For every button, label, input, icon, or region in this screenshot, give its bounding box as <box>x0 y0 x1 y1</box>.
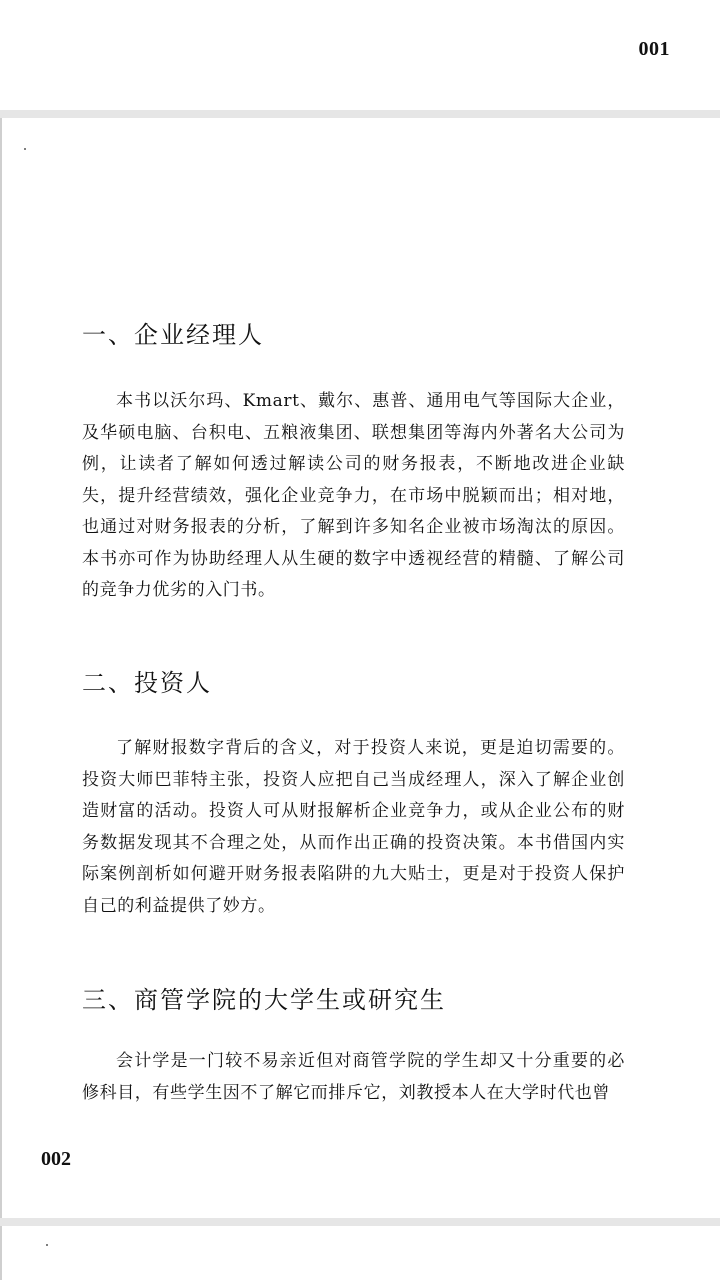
page-002 <box>0 118 720 1218</box>
section-paragraph-investors: 了解财报数字背后的含义，对于投资人来说，更是迫切需要的。投资大师巴菲特主张，投资人应把自己当成经理人，深入了解企业创造财富的活动。投资人可从财报解析企业竞争力，或从企业公布的财务数据发现其不合理之处，从而作出正确的投资决策。本书借国内实际案例剖析如何避开财务报表陷阱的九大贴士，更是对于投资人保护自己的利益提供了妙方。 <box>82 738 625 916</box>
section-paragraph-managers: 本书以沃尔玛、Kmart、戴尔、惠普、通用电气等国际大企业，及华硕电脑、台积电、五粮液集团、联想集团等海内外著名大公司为例，让读者了解如何透过解读公司的财务报表，不断地改进企业缺失，提升经营绩效，强化企业竞争力，在市场中脱颖而出；相对地，也通过对财务报表的分析，了解到许多知名企业被市场淘汰的原因。本书亦可作为协助经理人从生硬的数字中透视经营的精髓、了解公司的竞争力优劣的入门书。 <box>82 391 625 600</box>
page-number: 001 <box>638 38 670 60</box>
section-heading-investors: 二、投资人 <box>82 669 212 697</box>
page-003-top-fragment <box>0 1226 720 1280</box>
page-001-bottom-fragment <box>0 0 720 110</box>
section-heading-students: 三、商管学院的大学生或研究生 <box>82 986 446 1014</box>
scan-speck <box>24 148 26 150</box>
page-number: 002 <box>41 1148 71 1170</box>
section-heading-managers: 一、企业经理人 <box>82 321 264 349</box>
section-paragraph-students: 会计学是一门较不易亲近但对商管学院的学生却又十分重要的必修科目，有些学生因不了解它而排斥它，刘教授本人在大学时代也曾 <box>82 1051 625 1103</box>
scan-speck <box>46 1244 48 1246</box>
